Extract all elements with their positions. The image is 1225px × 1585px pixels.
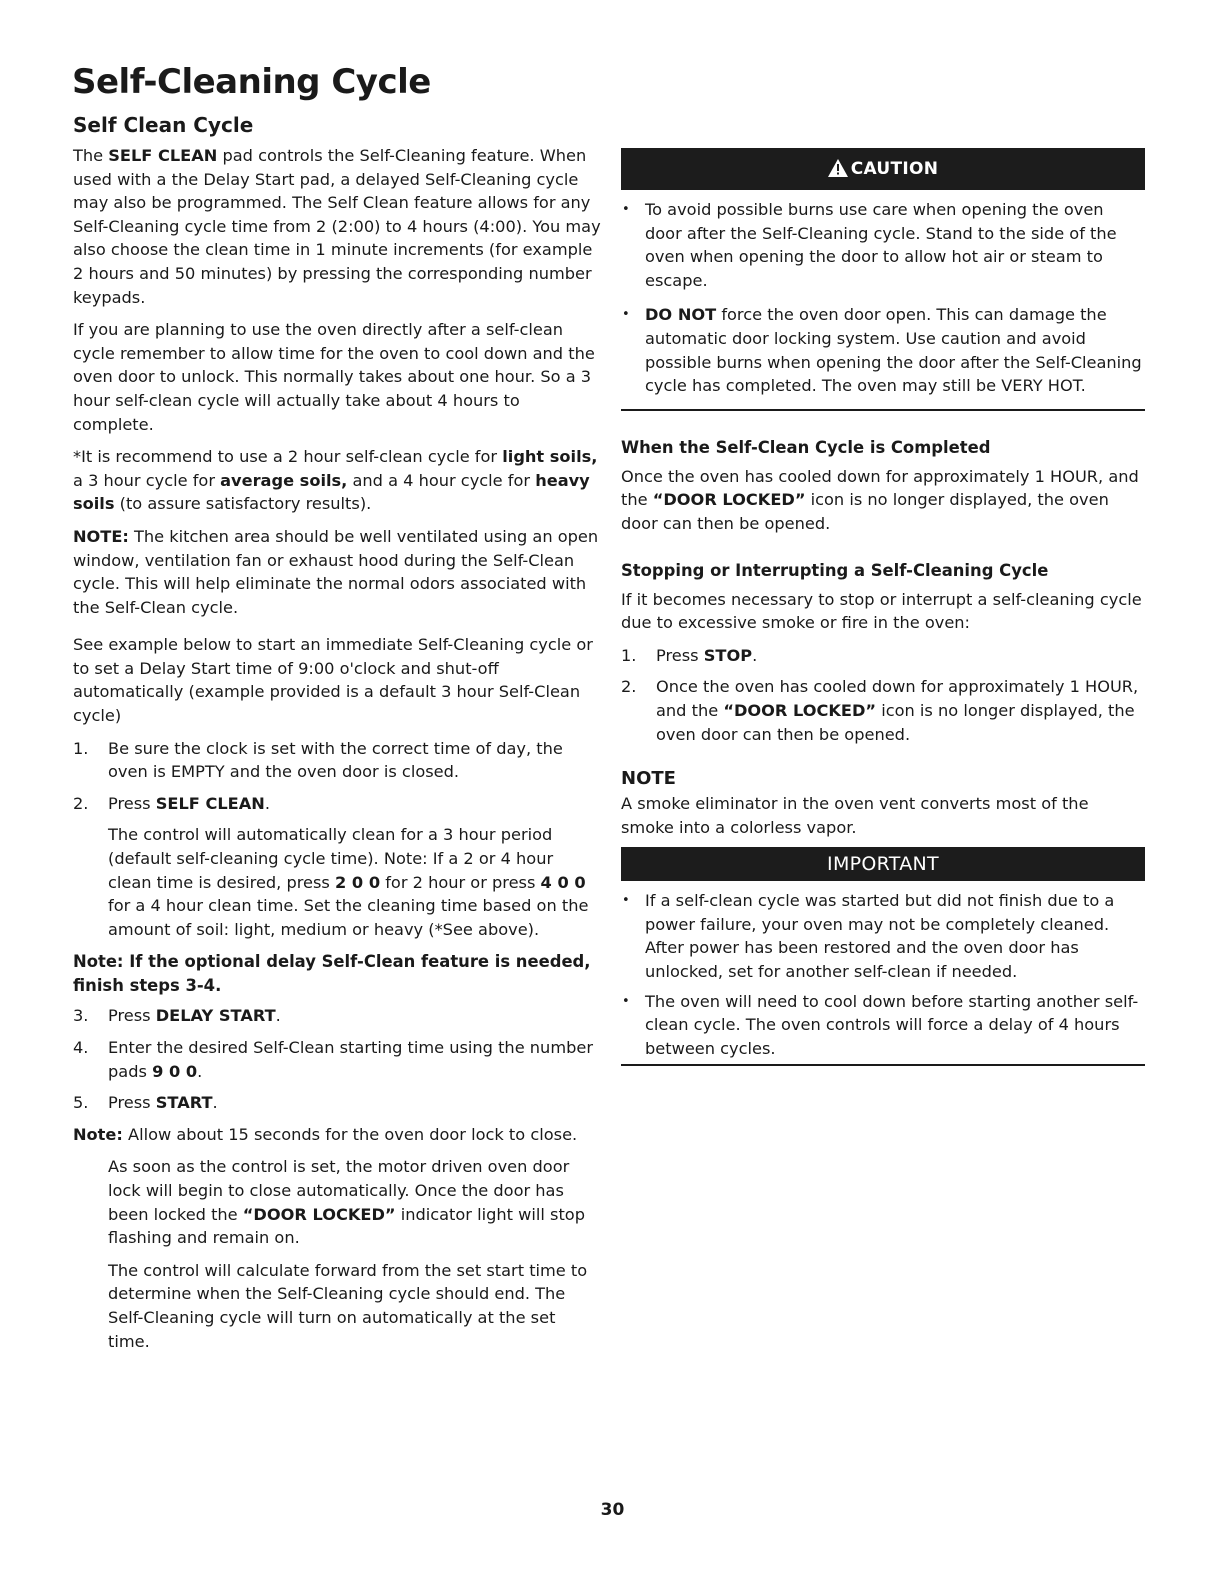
step-1 bbox=[73, 737, 601, 784]
caution-bullet-force-door bbox=[621, 303, 1145, 397]
important-bullet-power-failure bbox=[621, 889, 1145, 983]
caution-banner bbox=[621, 148, 1145, 190]
step-text: Press bbox=[108, 1093, 156, 1113]
paragraph-stopping: If it becomes necessary to stop or interrupt a self-cleaning cycle due to excessive smoke or fire in the oven: bbox=[621, 589, 1142, 633]
stop-step-1 bbox=[621, 644, 1145, 668]
keyword: heavy soils bbox=[73, 470, 590, 514]
paragraph-calculate: The control will calculate forward from the set start time to determine when the Self-Cleaning cycle should end. The Self-Cleaning cycle will turn on automatically at the set time. bbox=[108, 1260, 588, 1351]
paragraph-example: See example below to start an immediate Self-Cleaning cycle or to set a Delay Start time of 9:00 o'clock and shut-off automatically (example provided is a default 3 hour Self-Clean cycle) bbox=[73, 635, 593, 726]
page-title: Self-Cleaning Cycle bbox=[72, 62, 431, 102]
bullet-icon: • bbox=[622, 307, 630, 323]
keyword-self-clean: SELF CLEAN bbox=[108, 146, 218, 165]
step-number: 1. bbox=[621, 645, 637, 665]
step-text: Enter the desired Self-Clean starting time using the number pads bbox=[108, 1038, 593, 1081]
keyword: 4 0 0 bbox=[540, 872, 586, 892]
text: The kitchen area should be well ventilated using an open window, ventilation fan or exhaust hood during the Self-Clean cycle. This will help eliminate the normal odors associated with the Self-Clean cycle. bbox=[73, 526, 599, 617]
text: indicator light will stop flashing and remain on. bbox=[108, 1204, 585, 1248]
important-banner bbox=[621, 847, 1145, 881]
step-number: 2. bbox=[73, 793, 89, 813]
paragraph-smoke-eliminator: A smoke eliminator in the oven vent converts most of the smoke into a colorless vapor. bbox=[621, 794, 1089, 837]
note-allow-seconds bbox=[73, 1123, 601, 1147]
stop-step-2 bbox=[621, 675, 1145, 746]
step-2 bbox=[73, 792, 601, 816]
step-text: . bbox=[752, 645, 758, 665]
caution-label: CAUTION bbox=[850, 159, 939, 179]
text: Once the oven has cooled down for approximately 1 HOUR, and the bbox=[621, 466, 1139, 510]
step-text: Once the oven has cooled down for approximately 1 HOUR, and the bbox=[656, 677, 1139, 720]
heading-cycle-completed: When the Self-Clean Cycle is Completed bbox=[621, 437, 991, 457]
paragraph-cycle-completed bbox=[621, 465, 1145, 536]
text: The bbox=[73, 146, 109, 165]
keyword: light soils, bbox=[502, 447, 598, 467]
text: for a 4 hour clean time. Set the cleaning time based on the amount of soil: light, medium or heavy (*See above). bbox=[108, 896, 589, 939]
keyword-stop: STOP bbox=[703, 645, 753, 665]
keyword-delay-start: DELAY START bbox=[155, 1006, 276, 1026]
keyword: 2 0 0 bbox=[335, 872, 381, 892]
bullet-text: If a self-clean cycle was started but did not finish due to a power failure, your oven may not be completely cleaned. After power has been restored and the oven door has unlocked, set for another self-clean if needed. bbox=[645, 891, 1115, 982]
text: *It is recommend to use a 2 hour self-clean cycle for bbox=[73, 447, 503, 467]
step-4 bbox=[73, 1036, 601, 1083]
warning-triangle-icon bbox=[828, 151, 848, 193]
text: for 2 hour or press bbox=[380, 872, 541, 892]
divider bbox=[621, 1064, 1145, 1066]
step-text: Press bbox=[656, 645, 704, 665]
note-heading: NOTE bbox=[621, 768, 676, 790]
left-column bbox=[73, 112, 601, 1362]
right-column bbox=[621, 148, 1145, 1092]
bullet-text: force the oven door open. This can damage the automatic door locking system. Use caution and avoid possible burns when opening the door after the Self-Cleaning cycle has completed. The oven may still be VERY HOT. bbox=[645, 305, 1142, 396]
important-bullet-cool-down bbox=[621, 990, 1145, 1061]
step-number: 2. bbox=[621, 677, 637, 697]
divider bbox=[621, 409, 1145, 411]
step-text: Press bbox=[108, 1006, 156, 1026]
keyword-door-locked: “DOOR LOCKED” bbox=[242, 1204, 396, 1224]
step-number: 4. bbox=[73, 1038, 89, 1057]
keyword: average soils, bbox=[220, 470, 348, 490]
text: a 3 hour cycle for bbox=[73, 470, 221, 490]
note-label: NOTE: bbox=[73, 526, 129, 546]
heading-stopping-cycle: Stopping or Interrupting a Self-Cleaning Cycle bbox=[621, 560, 1049, 580]
step-number: 5. bbox=[73, 1093, 89, 1113]
keyword: 9 0 0 bbox=[152, 1061, 198, 1081]
step-2-detail bbox=[73, 823, 601, 941]
paragraph-cooldown: If you are planning to use the oven directly after a self-clean cycle remember to allow time for the oven to cool down and the oven door to unlock. This normally takes about one hour. So a 3 hour self-clean cycle will actually take about 4 hours to complete. bbox=[73, 320, 595, 434]
keyword-door-locked: “DOOR LOCKED” bbox=[652, 490, 806, 510]
section-heading-self-clean-cycle: Self Clean Cycle bbox=[73, 113, 254, 137]
note-label: Note: bbox=[73, 1124, 123, 1144]
bullet-text: To avoid possible burns use care when opening the oven door after the Self-Cleaning cycle. Stand to the side of the oven when opening the door to allow hot air or steam to escape. bbox=[645, 200, 1117, 290]
text: Allow about 15 seconds for the oven door lock to close. bbox=[122, 1124, 578, 1144]
text: (to assure satisfactory results). bbox=[114, 494, 372, 514]
page-number: 30 bbox=[600, 1500, 625, 1520]
paragraph-door-lock bbox=[73, 1155, 601, 1249]
step-number: 3. bbox=[73, 1006, 89, 1026]
paragraph-note-ventilation bbox=[73, 525, 601, 619]
keyword-start: START bbox=[155, 1093, 213, 1113]
step-text: . bbox=[197, 1061, 203, 1081]
bullet-icon: • bbox=[622, 202, 630, 217]
step-5 bbox=[73, 1091, 601, 1115]
step-text: . bbox=[212, 1093, 218, 1113]
paragraph-intro bbox=[73, 144, 601, 309]
bullet-icon: • bbox=[622, 893, 630, 909]
step-3 bbox=[73, 1004, 601, 1028]
keyword-do-not: DO NOT bbox=[645, 305, 717, 325]
text: icon is no longer displayed, the oven door can then be opened. bbox=[621, 490, 1109, 533]
step-text: . bbox=[264, 793, 270, 813]
paragraph-recommendation bbox=[73, 445, 601, 516]
text: and a 4 hour cycle for bbox=[347, 470, 536, 490]
text: As soon as the control is set, the motor driven oven door lock will begin to close automatically. Once the door has been locked the bbox=[108, 1157, 570, 1224]
bullet-icon: • bbox=[622, 993, 630, 1009]
step-text: icon is no longer displayed, the oven door can then be opened. bbox=[656, 700, 1135, 744]
note-delay-feature: Note: If the optional delay Self-Clean feature is needed, finish steps 3-4. bbox=[73, 952, 591, 996]
text: The control will automatically clean for a 3 hour period (default self-cleaning cycle time). Note: If a 2 or 4 hour clean time is desired, press bbox=[108, 825, 554, 892]
step-number: 1. bbox=[73, 738, 89, 758]
text: pad controls the Self-Cleaning feature. When used with a the Delay Start pad, a delayed Self-Cleaning cycle may also be programmed. The Self Clean feature allows for any Self-Cleaning cycle time from 2 (2:00) to 4 hours (4:00). You may also choose the clean time in 1 minute increments (for example 2 hours and 50 minutes) by pressing the corresponding number keypads. bbox=[73, 146, 601, 307]
step-text: . bbox=[275, 1006, 281, 1026]
keyword-self-clean: SELF CLEAN bbox=[155, 793, 265, 813]
step-text: Press bbox=[108, 793, 156, 813]
caution-bullet-burns bbox=[621, 198, 1145, 292]
important-label: IMPORTANT bbox=[827, 853, 939, 876]
keyword-door-locked: “DOOR LOCKED” bbox=[723, 700, 877, 720]
step-text: Be sure the clock is set with the correct time of day, the oven is EMPTY and the oven door is closed. bbox=[108, 738, 563, 782]
bullet-text: The oven will need to cool down before starting another self-clean cycle. The oven controls will force a delay of 4 hours between cycles. bbox=[645, 991, 1139, 1058]
